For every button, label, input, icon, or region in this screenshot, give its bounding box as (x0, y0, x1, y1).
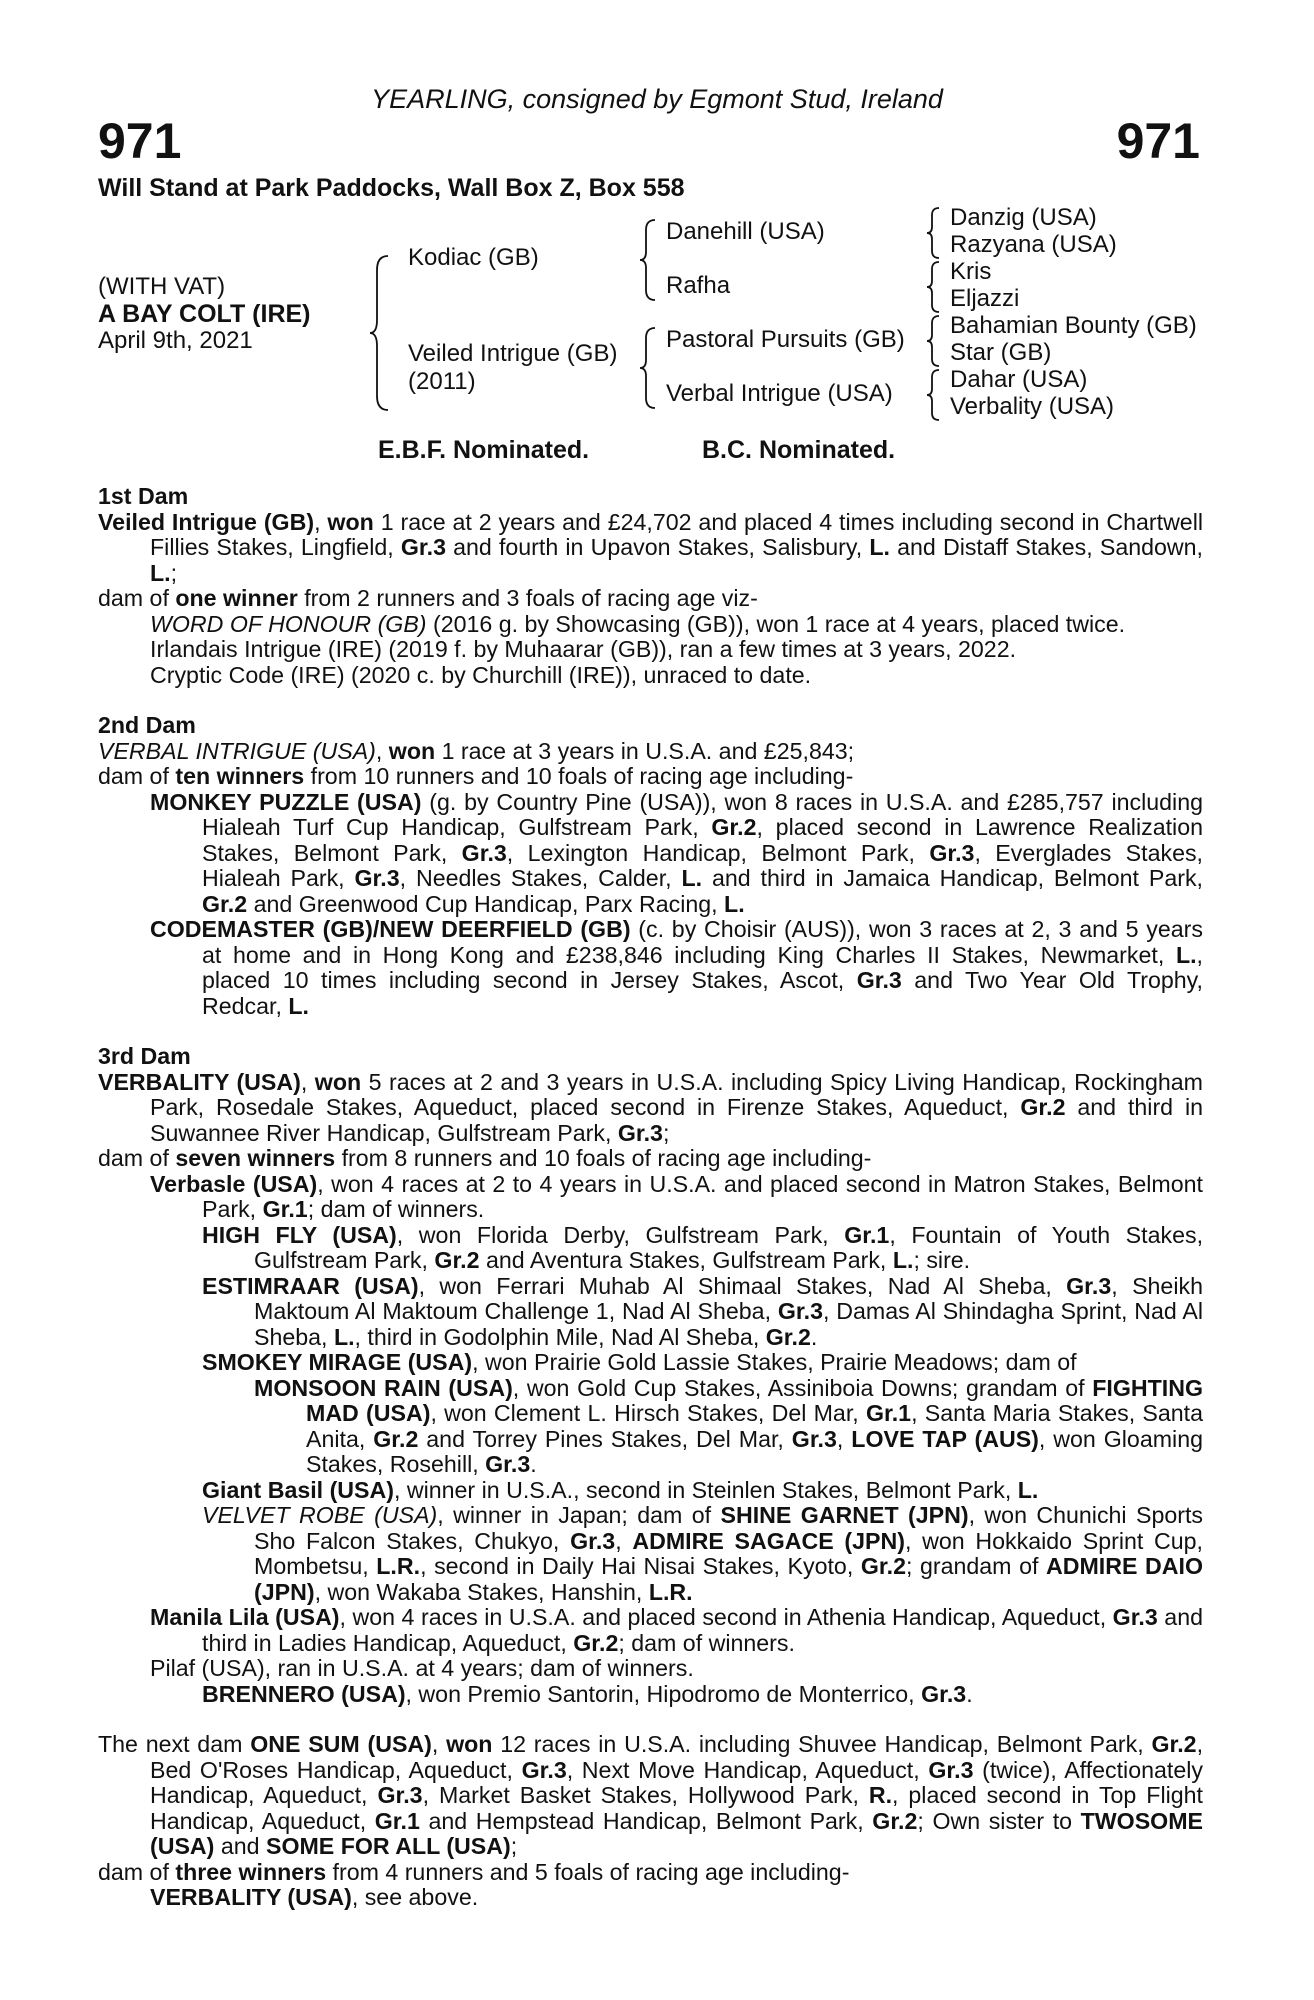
sire: Kodiac (GB) (408, 244, 539, 271)
ancestor-2: Razyana (USA) (950, 231, 1117, 258)
pedigree-brace-sire (638, 218, 660, 302)
pedigree-brace-main (368, 254, 394, 412)
produce-entry: MONSOON RAIN (USA), won Gold Cup Stakes, Assiniboia Downs; grandam of FIGHTING MAD (USA), won Clement L. Hirsch Stakes, Del Mar, Gr.1, Santa Maria Stakes, Santa Anita, Gr.2 and Torrey Pines Stakes, Del Mar, Gr.3, LOVE TAP (AUS), won Gloaming Stakes, Rosehill, Gr.3. (254, 1374, 1203, 1477)
bc-nomination: B.C. Nominated. (702, 436, 896, 464)
dam-produce: dam of seven winners from 8 runners and 10 foals of racing age including- (98, 1145, 872, 1171)
produce-entry: Pilaf (USA), ran in U.S.A. at 4 years; dam of winners. (150, 1655, 694, 1681)
produce-entry: ESTIMRAAR (USA), won Ferrari Muhab Al Shimaal Stakes, Nad Al Sheba, Gr.3, Sheikh Maktoum Al Maktoum Challenge 1, Nad Al Sheba, Gr.3, Damas Al Shindagha Sprint, Nad Al Sheba, L., third in Godolphin Mile, Nad Al Sheba, Gr.2. (202, 1272, 1203, 1350)
ancestor-1: Danzig (USA) (950, 204, 1097, 231)
section-heading: 3rd Dam (98, 1043, 191, 1069)
foaling-date: April 9th, 2021 (98, 327, 253, 354)
produce-entry: VELVET ROBE (USA), winner in Japan; dam of SHINE GARNET (JPN), won Chunichi Sports Sho Falcon Stakes, Chukyo, Gr.3, ADMIRE SAGACE (JPN), won Hokkaido Sprint Cup, Mombetsu, L.R., second in Daily Hai Nisai Stakes, Kyoto, Gr.2; grandam of ADMIRE DAIO (JPN), won Wakaba Stakes, Hanshin, L.R. (202, 1502, 1204, 1605)
dam-sire: Pastoral Pursuits (GB) (666, 326, 905, 353)
dam-produce: dam of one winner from 2 runners and 3 foals of racing age viz- (98, 585, 758, 611)
catalogue-body (98, 484, 1203, 1911)
dam-produce: dam of three winners from 4 runners and 5 foals of racing age including- (98, 1858, 850, 1885)
dam-entry: Veiled Intrigue (GB), won 1 race at 2 years and £24,702 and placed 4 times including second in Chartwell Fillies Stakes, Lingfield, Gr.3 and fourth in Upavon Stakes, Salisbury, L. and Distaff Stakes, Sandown, L.; (98, 508, 1204, 586)
dam-name: Veiled Intrigue (GB) (408, 340, 618, 367)
produce-entry: CODEMASTER (GB)/NEW DEERFIELD (GB) (c. by Choisir (AUS)), won 3 races at 2, 3 and 5 years at home and in Hong Kong and £238,846 including King Charles II Stakes, Newmarket, L., placed 10 times including second in Jersey Stakes, Ascot, Gr.3 and Two Year Old Trophy, Redcar, L. (150, 916, 1203, 1019)
pedigree-brace-g1 (925, 206, 943, 260)
stand-info: Will Stand at Park Paddocks, Wall Box Z, Box 558 (98, 174, 685, 202)
ancestor-8: Verbality (USA) (950, 393, 1115, 420)
section-heading: 1st Dam (98, 483, 189, 509)
sire-dam: Rafha (666, 272, 731, 299)
dam-dam: Verbal Intrigue (USA) (666, 380, 893, 407)
pedigree-brace-g4 (925, 368, 943, 422)
ebf-nomination: E.B.F. Nominated. (378, 436, 590, 464)
ancestor-6: Star (GB) (950, 339, 1052, 366)
produce-entry: Verbasle (USA), won 4 races at 2 to 4 years in U.S.A. and placed second in Matron Stakes, Belmont Park, Gr.1; dam of winners. (150, 1170, 1203, 1222)
produce-entry: WORD OF HONOUR (GB) (2016 g. by Showcasing (GB)), won 1 race at 4 years, placed twice. (150, 610, 1126, 637)
pedigree-brace-g3 (925, 314, 943, 368)
produce-entry: Giant Basil (USA), winner in U.S.A., second in Steinlen Stakes, Belmont Park, L. (202, 1476, 1039, 1503)
ancestor-3: Kris (950, 258, 992, 285)
produce-entry: Manila Lila (USA), won 4 races in U.S.A. and placed second in Athenia Handicap, Aqueduct, Gr.3 and third in Ladies Handicap, Aqueduct, Gr.2; dam of winners. (150, 1604, 1203, 1656)
produce-entry: HIGH FLY (USA), won Florida Derby, Gulfstream Park, Gr.1, Fountain of Youth Stakes, Gulfstream Park, Gr.2 and Aventura Stakes, Gulfstream Park, L.; sire. (202, 1221, 1204, 1273)
pedigree-brace-dam (638, 326, 660, 410)
produce-entry: SMOKEY MIRAGE (USA), won Prairie Gold Lassie Stakes, Prairie Meadows; dam of (202, 1349, 1077, 1375)
next-dam-entry: The next dam ONE SUM (USA), won 12 races in U.S.A. including Shuvee Handicap, Belmont Park, Gr.2, Bed O'Roses Handicap, Aqueduct, Gr.3, Next Move Handicap, Aqueduct, Gr.3 (twice), Affectionately Handicap, Aqueduct, Gr.3, Market Basket Stakes, Hollywood Park, R., placed second in Top Flight Handicap, Aqueduct, Gr.1 and Hempstead Handicap, Belmont Park, Gr.2; Own sister to TWOSOME (USA) and SOME FOR ALL (USA); (98, 1731, 1204, 1859)
lot-number-right: 971 (1116, 113, 1200, 169)
dam-year: (2011) (408, 368, 476, 395)
produce-entry: BRENNERO (USA), won Premio Santorin, Hipodromo de Monterrico, Gr.3. (202, 1680, 973, 1707)
produce-entry: VERBALITY (USA), see above. (150, 1884, 479, 1910)
ancestor-5: Bahamian Bounty (GB) (950, 312, 1197, 339)
produce-entry: Irlandais Intrigue (IRE) (2019 f. by Muhaarar (GB)), ran a few times at 3 years, 2022. (150, 636, 1017, 662)
section-heading: 2nd Dam (98, 712, 196, 738)
horse-name: A BAY COLT (IRE) (98, 300, 311, 328)
ancestor-4: Eljazzi (950, 285, 1020, 312)
dam-entry: VERBAL INTRIGUE (USA), won 1 race at 3 years in U.S.A. and £25,843; (98, 737, 855, 764)
vat-label: (WITH VAT) (98, 273, 226, 300)
dam-entry: VERBALITY (USA), won 5 races at 2 and 3 years in U.S.A. including Spicy Living Handicap, Rockingham Park, Rosedale Stakes, Aqueduct, placed second in Firenze Stakes, Aqueduct, Gr.2 and third in Suwannee River Handicap, Gulfstream Park, Gr.3; (98, 1068, 1204, 1146)
produce-entry: Cryptic Code (IRE) (2020 c. by Churchill (IRE)), unraced to date. (150, 661, 812, 688)
pedigree-brace-g2 (925, 260, 943, 314)
consignment-line: YEARLING, consigned by Egmont Stud, Ireland (371, 84, 943, 114)
dam-produce: dam of ten winners from 10 runners and 10 foals of racing age including- (98, 763, 854, 789)
ancestor-7: Dahar (USA) (950, 366, 1088, 393)
sire-sire: Danehill (USA) (666, 218, 825, 245)
lot-number-left: 971 (98, 113, 182, 169)
produce-entry: MONKEY PUZZLE (USA) (g. by Country Pine (USA)), won 8 races in U.S.A. and £285,757 including Hialeah Turf Cup Handicap, Gulfstream Park, Gr.2, placed second in Lawrence Realization Stakes, Belmont Park, Gr.3, Lexington Handicap, Belmont Park, Gr.3, Everglades Stakes, Hialeah Park, Gr.3, Needles Stakes, Calder, L. and third in Jamaica Handicap, Belmont Park, Gr.2 and Greenwood Cup Handicap, Parx Racing, L. (150, 788, 1204, 917)
